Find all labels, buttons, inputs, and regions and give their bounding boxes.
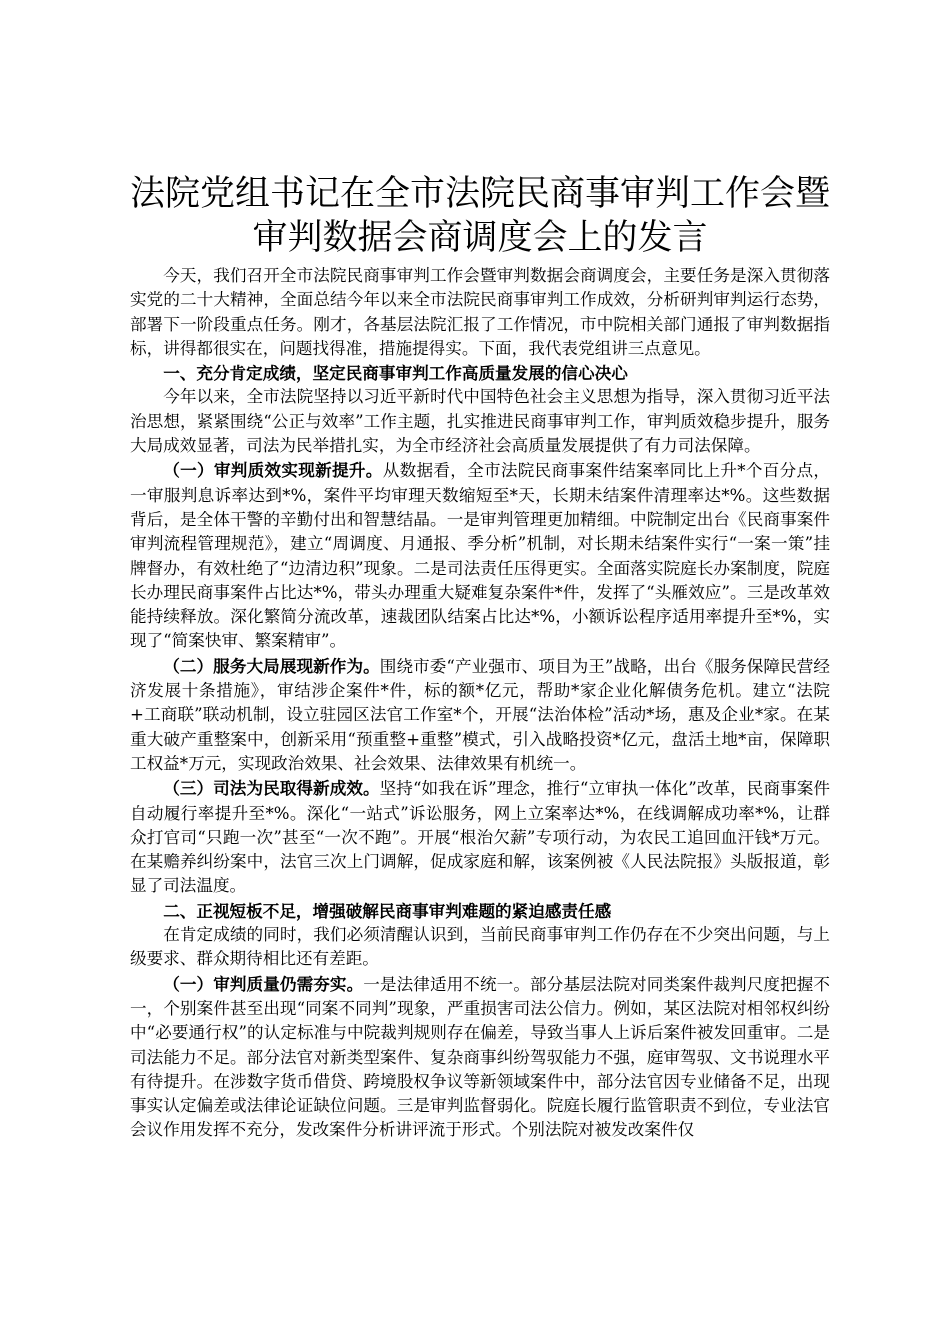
section-1-item-1-text: 从数据看，全市法院民商事案件结案率同比上升*个百分点，一审服判息诉率达到*%，案件平均审理天数缩短至*天，长期未结案件清理率达*%。这些数据背后，是全体干警的辛勤付出和智慧结晶。一是审判管理更加精细。中院制定出台《民商事案件审判流程管理规范》，建立“周调度、月通报、季分析”机制，对长期未结案件实行“一案一策”挂牌督办，有效杜绝了“边清边积”现象。二是司法责任压得更实。全面落实院庭长办案制度，院庭长办理民商事案件占比达*%，带头办理重大疑难复杂案件*件，发挥了“头雁效应”。三是改革效能持续释放。深化繁简分流改革，速裁团队结案占比达*%，小额诉讼程序适用率提升至*%，实现了“简案快审、繁案精审”。	[130, 461, 831, 651]
section-2-item-1	[130, 972, 830, 1143]
section-2-intro: 在肯定成绩的同时，我们必须清醒认识到，当前民商事审判工作仍存在不少突出问题，与上级要求、群众期待相比还有差距。	[130, 925, 830, 969]
section-1-item-2	[130, 654, 830, 776]
section-1-item-3	[130, 776, 830, 898]
section-1-item-3-text: 坚持“如我在诉”理念，推行“立审执一体化”改革，民商事案件自动履行率提升至*%。深化“一站式”诉讼服务，网上立案率达*%，在线调解成功率*%，让群众打官司“只跑一次”甚至“一次不跑”。开展“根治欠薪”专项行动，为农民工追回血汗钱*万元。在某赡养纠纷案中，法官三次上门调解，促成家庭和解，该案例被《人民法院报》头版报道，彰显了司法温度。	[130, 779, 830, 896]
section-1-heading: 一、充分肯定成绩，坚定民商事审判工作高质量发展的信心决心	[163, 363, 628, 384]
section-1-item-3-title: （三）司法为民取得新成效。	[163, 778, 380, 799]
intro-paragraph: 今天，我们召开全市法院民商事审判工作会暨审判数据会商调度会，主要任务是深入贯彻落实党的二十大精神，全面总结今年以来全市法院民商事审判工作成效，分析研判审判运行态势，部署下一阶段重点任务。刚才，各基层法院汇报了工作情况，市中院相关部门通报了审判数据指标，讲得都很实在，问题找得准，措施提得实。下面，我代表党组讲三点意见。	[130, 266, 830, 358]
section-1-item-2-text: 围绕市委“产业强市、项目为王”战略，出台《服务保障民营经济发展十条措施》，审结涉企案件*件，标的额*亿元，帮助*家企业化解债务危机。建立“法院+工商联”联动机制，设立驻园区法官工作室*个，开展“法治体检”活动*场，惠及企业*家。在某重大破产重整案中，创新采用“预重整+重整”模式，引入战略投资*亿元，盘活土地*亩，保障职工权益*万元，实现政治效果、社会效果、法律效果有机统一。	[130, 656, 830, 773]
section-1-intro: 今年以来，全市法院坚持以习近平新时代中国特色社会主义思想为指导，深入贯彻习近平法治思想，紧紧围绕“公正与效率”工作主题，扎实推进民商事审判工作，审判质效稳步提升，服务大局成效显著，司法为民举措扎实，为全市经济社会高质量发展提供了有力司法保障。	[130, 387, 830, 456]
section-2-item-1-text: 一是法律适用不统一。部分基层法院对同类案件裁判尺度把握不一，个别案件甚至出现“同案不同判”现象，严重损害司法公信力。例如，某区法院对相邻权纠纷中“必要通行权”的认定标准与中院裁判规则存在偏差，导致当事人上诉后案件被发回重审。二是司法能力不足。部分法官对新类型案件、复杂商事纠纷驾驭能力不强，庭审驾驭、文书说理水平有待提升。在涉数字货币借贷、跨境股权争议等新领域案件中，部分法官因专业储备不足，出现事实认定偏差或法律论证缺位问题。三是审判监督弱化。院庭长履行监管职责不到位，专业法官会议作用发挥不充分，发改案件分析讲评流于形式。个别法院对被发改案件仅	[130, 974, 831, 1140]
title-line-1: 法院党组书记在全市法院民商事审判工作会暨	[130, 174, 831, 214]
title-line-2: 审判数据会商调度会上的发言	[252, 218, 708, 258]
document-title	[130, 172, 830, 260]
section-1-item-1-title: （一）审判质效实现新提升。	[163, 460, 383, 481]
section-2-item-1-title: （一）审判质量仍需夯实。	[163, 973, 364, 994]
document-page	[130, 172, 830, 1143]
document-body	[130, 264, 830, 1143]
section-1-item-2-title: （二）服务大局展现新作为。	[163, 655, 380, 676]
section-2-heading: 二、正视短板不足，增强破解民商事审判难题的紧迫感责任感	[163, 900, 612, 921]
section-1-item-1	[130, 458, 830, 653]
